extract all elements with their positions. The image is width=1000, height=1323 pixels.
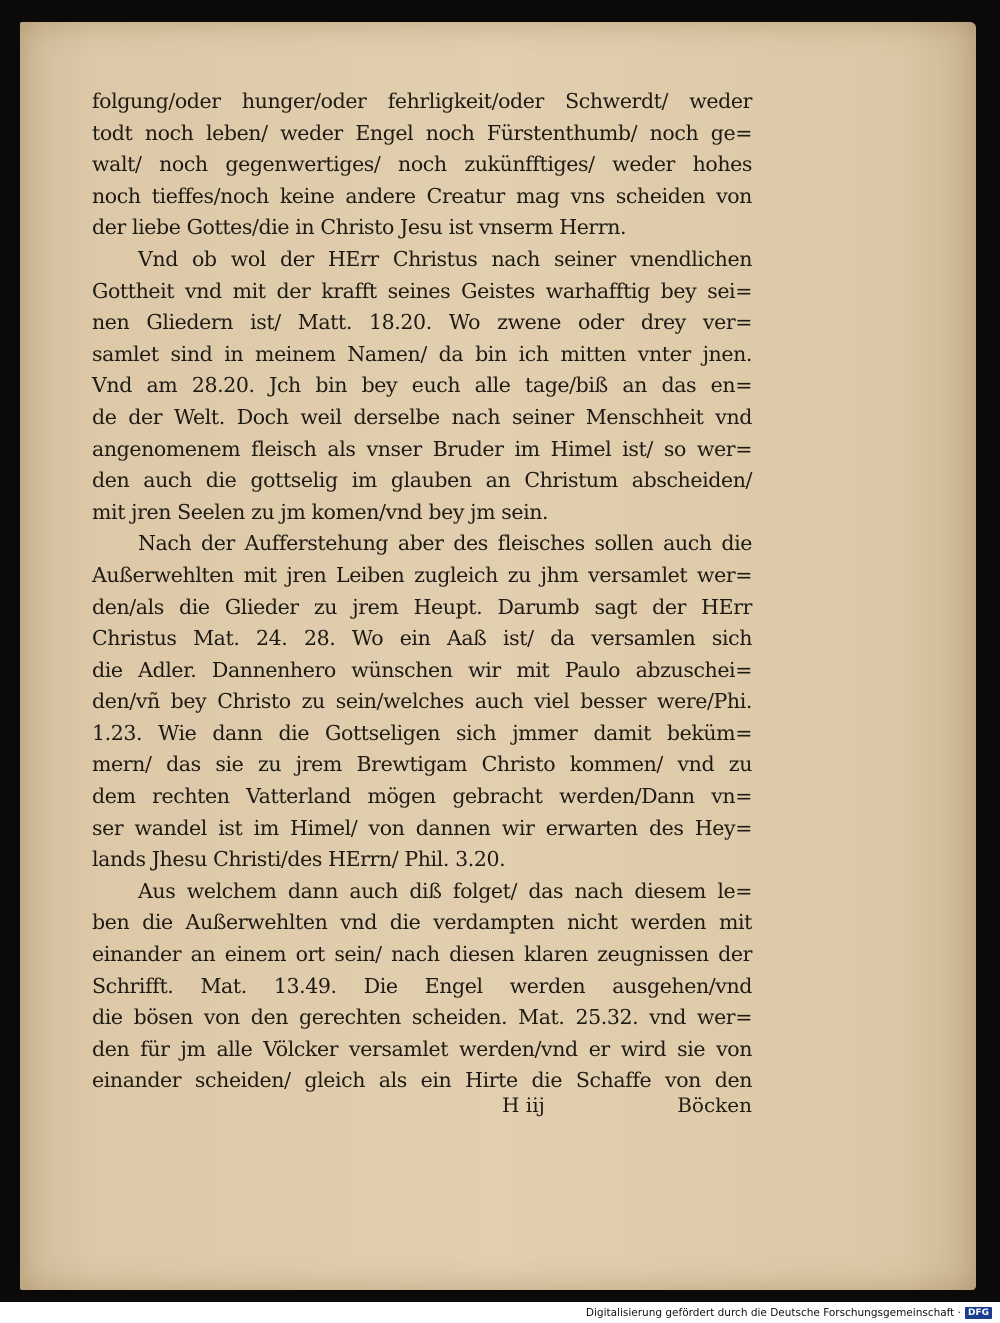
text-line: einander scheiden/ gleich als ein Hirte die Schaffe von den bbox=[92, 1068, 752, 1093]
text-line: samlet sind in meinem Namen/ da bin ich mitten vnter jnen. bbox=[92, 341, 752, 366]
text-line: ben die Außerwehlten vnd die verdampten nicht werden mit bbox=[92, 910, 752, 935]
signature-mark: H iij bbox=[502, 1093, 545, 1117]
text-line: den/vñ bey Christo zu sein/welches auch viel besser were/Phi. bbox=[92, 689, 752, 714]
text-line: mit jren Seelen zu jm komen/vnd bey jm sein. bbox=[92, 499, 549, 524]
text-line: todt noch leben/ weder Engel noch Fürstenthumb/ noch ge= bbox=[92, 120, 752, 145]
text-line: nen Gliedern ist/ Matt. 18.20. Wo zwene oder drey ver= bbox=[92, 310, 752, 335]
text-line: noch tieffes/noch keine andere Creatur mag vns scheiden von bbox=[92, 183, 752, 208]
funding-credit bbox=[586, 1306, 992, 1320]
catchword: Böcken bbox=[677, 1093, 752, 1117]
text-line: einander an einem ort sein/ nach diesen klaren zeugnissen der bbox=[92, 942, 752, 967]
text-line: walt/ noch gegenwertiges/ noch zukünfftiges/ weder hohes bbox=[92, 152, 752, 177]
text-line: de der Welt. Doch weil derselbe nach seiner Menschheit vnd bbox=[92, 404, 752, 429]
text-line: Christus Mat. 24. 28. Wo ein Aaß ist/ da versamlen sich bbox=[92, 626, 752, 651]
text-line: Gottheit vnd mit der krafft seines Geistes warhafftig bey sei= bbox=[92, 278, 752, 303]
text-line: Außerwehlten mit jren Leiben zugleich zu jhm versamlet wer= bbox=[92, 562, 752, 587]
text-line: den für jm alle Völcker versamlet werden/vnd er wird sie von bbox=[92, 1036, 752, 1061]
text-line: Aus welchem dann auch diß folget/ das nach diesem le= bbox=[138, 878, 752, 903]
text-line: der liebe Gottes/die in Christo Jesu ist vnserm Herrn. bbox=[92, 215, 627, 240]
text-line: ser wandel ist im Himel/ von dannen wir erwarten des Hey= bbox=[92, 815, 752, 840]
text-line: lands Jhesu Christi/des HErrn/ Phil. 3.20. bbox=[92, 847, 506, 872]
text-line: Schrifft. Mat. 13.49. Die Engel werden ausgehen/vnd bbox=[92, 973, 752, 998]
text-line: Vnd am 28.20. Jch bin bey euch alle tage/biß an das en= bbox=[92, 373, 752, 398]
text-line: dem rechten Vatterland mögen gebracht werden/Dann vn= bbox=[92, 784, 752, 809]
text-line: die Adler. Dannenhero wünschen wir mit Paulo abzuschei= bbox=[92, 657, 752, 682]
text-line: Vnd ob wol der HErr Christus nach seiner vnendlichen bbox=[138, 246, 752, 271]
body-text bbox=[92, 86, 752, 1097]
text-line: mern/ das sie zu jrem Brewtigam Christo kommen/ vnd zu bbox=[92, 752, 752, 777]
text-line: den/als die Glieder zu jrem Heupt. Darumb sagt der HErr bbox=[92, 594, 752, 619]
text-line: den auch die gottselig im glauben an Christum abscheiden/ bbox=[92, 468, 752, 493]
text-line: die bösen von den gerechten scheiden. Mat. 25.32. vnd wer= bbox=[92, 1005, 752, 1030]
page-footer bbox=[92, 1088, 752, 1122]
text-line: 1.23. Wie dann die Gottseligen sich jmmer damit beküm= bbox=[92, 720, 752, 745]
text-line: Nach der Aufferstehung aber des fleisches sollen auch die bbox=[138, 531, 752, 556]
dfg-logo-icon: DFG bbox=[965, 1307, 992, 1319]
book-page bbox=[20, 22, 976, 1290]
credit-text: Digitalisierung gefördert durch die Deutsche Forschungsgemeinschaft · bbox=[585, 1307, 961, 1319]
text-line: angenomenem fleisch als vnser Bruder im Himel ist/ so wer= bbox=[92, 436, 752, 461]
text-line: folgung/oder hunger/oder fehrligkeit/oder Schwerdt/ weder bbox=[92, 89, 752, 113]
